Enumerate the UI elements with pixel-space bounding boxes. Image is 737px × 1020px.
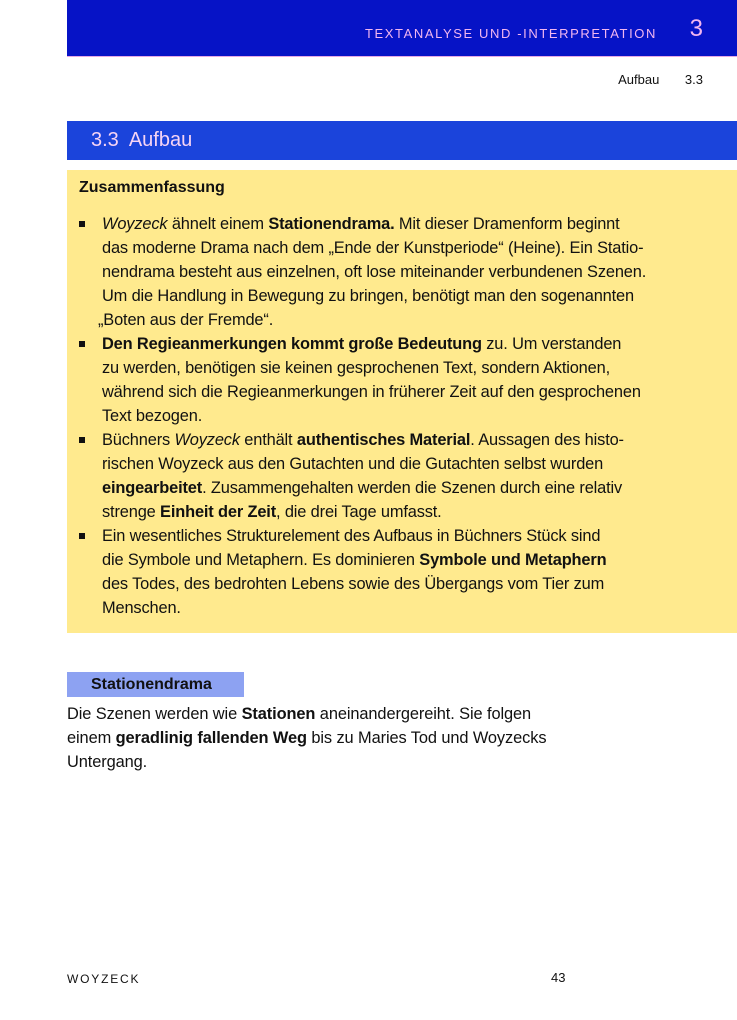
text-line — [102, 548, 727, 572]
text-line — [102, 524, 727, 548]
summary-list-item — [67, 332, 727, 428]
text-run: enthält — [239, 431, 297, 449]
summary-list-item — [67, 524, 727, 620]
text-line — [102, 476, 727, 500]
text-line — [102, 212, 727, 236]
text-line — [67, 750, 546, 774]
text-run: nendrama besteht aus einzelnen, oft lose miteinander verbundenen Szenen. — [102, 263, 647, 281]
footer-page-number: 43 — [551, 970, 566, 985]
stationendrama-text — [67, 702, 546, 774]
running-head — [618, 72, 703, 87]
square-bullet-icon — [79, 437, 85, 443]
bold-text: Den Regieanmerkungen kommt große Bedeutung — [102, 335, 482, 353]
text-run: Menschen. — [102, 599, 181, 617]
bold-text: Symbole und Metaphern — [419, 551, 607, 569]
text-run: „Boten aus der Fremde“. — [98, 311, 274, 329]
text-run: Die Szenen werden wie — [67, 705, 242, 723]
text-line — [102, 236, 727, 260]
text-run: während sich die Regieanmerkungen in früherer Zeit auf den gesprochenen — [102, 383, 641, 401]
text-line — [102, 380, 727, 404]
text-line — [67, 702, 546, 726]
text-run: Büchners — [102, 431, 175, 449]
summary-box — [67, 170, 737, 633]
summary-heading: Zusammenfassung — [79, 179, 225, 196]
chapter-title: TEXTANALYSE UND -INTERPRETATION — [364, 26, 657, 41]
section-title: 3.3 Aufbau — [91, 129, 193, 151]
text-run: , die drei Tage umfasst. — [276, 503, 442, 521]
text-run: Ein wesentliches Strukturelement des Aufbaus in Büchners Stück sind — [102, 527, 601, 545]
stationendrama-label — [67, 672, 244, 697]
text-line — [102, 284, 727, 308]
square-bullet-icon — [79, 341, 85, 347]
stationendrama-label-text: Stationendrama — [91, 676, 212, 693]
text-run: das moderne Drama nach dem „Ende der Kunstperiode“ (Heine). Ein Statio- — [102, 239, 644, 257]
text-run: zu werden, benötigen sie keinen gesprochenen Text, sondern Aktionen, — [102, 359, 610, 377]
section-title-bar — [67, 121, 737, 160]
text-line — [102, 596, 727, 620]
summary-list-item — [67, 428, 727, 524]
text-run: rischen Woyzeck aus den Gutachten und die Gutachten selbst wurden — [102, 455, 604, 473]
text-run: Um die Handlung in Bewegung zu bringen, benötigt man den sogenannten — [102, 287, 634, 305]
text-run: strenge — [102, 503, 161, 521]
bold-text: Einheit der Zeit — [160, 503, 277, 521]
chapter-header-bar — [67, 0, 737, 57]
text-line — [102, 260, 727, 284]
text-line — [102, 332, 727, 356]
square-bullet-icon — [79, 221, 85, 227]
text-run: einem — [67, 729, 116, 747]
text-line — [102, 500, 727, 524]
summary-list — [67, 212, 727, 620]
text-line — [102, 404, 727, 428]
text-run: Text bezogen. — [102, 407, 203, 425]
text-run: . Aussagen des histo- — [470, 431, 624, 449]
bold-text: eingearbeitet — [102, 479, 203, 497]
summary-list-item — [67, 212, 727, 332]
text-run: aneinandergereiht. Sie folgen — [315, 705, 532, 723]
text-run: Mit dieser Dramenform beginnt — [394, 215, 620, 233]
text-run: bis zu Maries Tod und Woyzecks — [306, 729, 547, 747]
text-run: ähnelt einem — [167, 215, 269, 233]
text-line — [102, 452, 727, 476]
bold-text: authentisches Material — [296, 431, 471, 449]
text-run: die Symbole und Metaphern. Es dominieren — [102, 551, 420, 569]
text-run: des Todes, des bedrohten Lebens sowie des Übergangs vom Tier zum — [102, 575, 605, 593]
bold-text: Stationendrama. — [268, 215, 395, 233]
square-bullet-icon — [79, 533, 85, 539]
text-line — [98, 308, 727, 332]
footer-book-title: WOYZECK — [67, 972, 141, 986]
text-line — [102, 356, 727, 380]
text-line — [67, 726, 546, 750]
bold-text: Stationen — [241, 705, 316, 723]
text-run: Untergang. — [67, 753, 148, 771]
running-head-number: 3.3 — [684, 72, 703, 87]
running-head-label: Aufbau — [618, 72, 660, 87]
text-line — [102, 428, 727, 452]
text-line — [102, 572, 727, 596]
text-run: . Zusammengehalten werden die Szenen durch eine relativ — [202, 479, 623, 497]
text-run: zu. Um verstanden — [481, 335, 622, 353]
bold-text: geradlinig fallenden Weg — [115, 729, 307, 747]
chapter-number: 3 — [689, 15, 703, 42]
italic-text: Woyzeck — [174, 431, 240, 449]
italic-text: Woyzeck — [102, 215, 168, 233]
